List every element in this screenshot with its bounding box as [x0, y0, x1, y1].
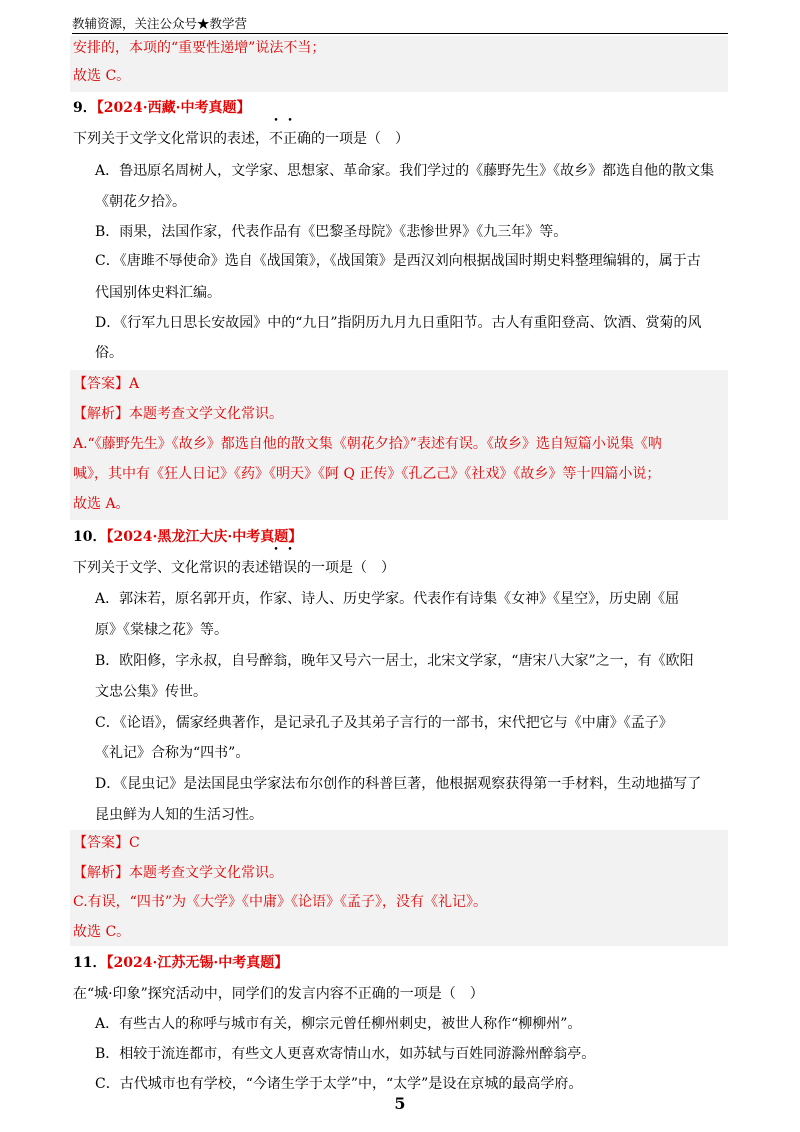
q11-option-a: A．有些古人的称呼与城市有关，柳宗元曾任柳州刺史，被世人称作“柳柳州”。 — [95, 1016, 582, 1032]
q10-analysis: 【解析】本题考查文学文化常识。 — [73, 865, 283, 881]
q9-explanation-line: 喊》，其中有《狂人日记》《药》《明天》《阿 Q 正传》《孔乙己》《社戏》《故乡》等十四篇小说； — [73, 466, 661, 482]
q10-stem-text: 的一项是（ ） — [297, 560, 395, 576]
q11-source-tag: 【2024·江苏无锡·中考真题】 — [106, 955, 289, 971]
q11-number: 11． — [73, 955, 107, 971]
q10-option-a-cont: 原》《棠棣之花》等。 — [95, 622, 228, 638]
q9-option-c: C．《唐雎不辱使命》选自《战国策》，《战国策》是西汉刘向根据战国时期史料整理编辑的，属于古 — [95, 253, 701, 269]
q11-option-b: B．相较于流连都市，有些文人更喜欢寄情山水，如苏轼与百姓同游滁州醉翁亭。 — [95, 1046, 596, 1062]
q11-heading — [73, 953, 288, 973]
q9-option-b: B．雨果，法国作家，代表作品有《巴黎圣母院》《悲惨世界》《九三年》等。 — [95, 224, 568, 240]
q10-heading — [73, 527, 302, 547]
q9-number: 9． — [73, 100, 97, 116]
q9-stem-text: 确的一项是（ ） — [297, 131, 409, 147]
q9-option-d: D．《行军九日思长安故园》中的“九日”指阴历九月九日重阳节。古人有重阳登高、饮酒、赏菊的风 — [95, 315, 702, 331]
q10-conclusion: 故选 C。 — [73, 924, 131, 940]
q9-conclusion: 故选 A。 — [73, 496, 130, 512]
q10-option-d-cont: 昆虫鲜为人知的生活习性。 — [95, 807, 263, 823]
prev-conclusion: 故选 C。 — [73, 68, 131, 84]
header-divider — [72, 33, 728, 34]
q10-number: 10． — [73, 529, 107, 545]
q10-stem-text: 下列关于文学、文化常识的表述 — [73, 560, 269, 576]
q9-stem-text: 下列关于文学文化常识的表述， — [73, 131, 269, 147]
q9-heading — [73, 98, 250, 118]
q10-source-tag: 【2024·黑龙江大庆·中考真题】 — [106, 529, 303, 545]
q9-option-c-cont: 代国别体史料汇编。 — [95, 285, 221, 301]
q10-option-d: D．《昆虫记》是法国昆虫学家法布尔创作的科普巨著，他根据观察获得第一手材料，生动地描写了 — [95, 776, 702, 792]
q10-answer: 【答案】C — [73, 835, 140, 851]
q9-answer: 【答案】A — [73, 376, 140, 392]
q10-explanation-line: C.有误，“四书”为《大学》《中庸》《论语》《孟子》，没有《礼记》。 — [73, 894, 487, 910]
emphasis-char: 错 — [269, 560, 283, 576]
emphasis-char: 正 — [283, 131, 297, 147]
emphasis-char: 不 — [269, 131, 283, 147]
q9-explanation-line: A.“《藤野先生》《故乡》都选自他的散文集《朝花夕拾》”表述有误。《故乡》选自短篇小说集《呐 — [73, 436, 662, 452]
q9-source-tag: 【2024·西藏·中考真题】 — [96, 100, 251, 116]
q9-analysis: 【解析】本题考查文学文化常识。 — [73, 406, 283, 422]
q10-option-b-cont: 文忠公集》传世。 — [95, 684, 207, 700]
q9-stem — [73, 129, 409, 149]
q9-option-a: A．鲁迅原名周树人，文学家、思想家、革命家。我们学过的《藤野先生》《故乡》都选自他的散文集 — [95, 163, 715, 179]
emphasis-char: 误 — [283, 560, 297, 576]
q11-stem: 在“城·印象”探究活动中，同学们的发言内容不正确的一项是（ ） — [73, 986, 484, 1002]
q10-option-c-cont: 《礼记》合称为“四书”。 — [95, 745, 250, 761]
q10-stem — [73, 558, 395, 578]
q9-option-a-cont: 《朝花夕拾》。 — [95, 194, 186, 210]
q10-answer-box — [70, 830, 728, 946]
q10-option-b: B．欧阳修，字永叔，自号醉翁，晚年又号六一居士，北宋文学家，“唐宋八大家”之一，有《欧阳 — [95, 653, 694, 669]
page-number: 5 — [394, 1094, 406, 1113]
q10-option-a: A．郭沫若，原名郭开贞，作家、诗人、历史学家。代表作有诗集《女神》《星空》，历史剧《屈 — [95, 591, 680, 607]
q10-option-c: C．《论语》，儒家经典著作，是记录孔子及其弟子言行的一部书，宋代把它与《中庸》《孟子》 — [95, 715, 673, 731]
q11-option-c: C．古代城市也有学校，“今诸生学于太学”中，“太学”是设在京城的最高学府。 — [95, 1076, 583, 1092]
prev-explanation-line: 安排的，本项的“重要性递增”说法不当； — [73, 40, 326, 56]
page-header: 教辅资源，关注公众号★教学营 — [72, 16, 248, 31]
q9-option-d-cont: 俗。 — [95, 345, 123, 361]
